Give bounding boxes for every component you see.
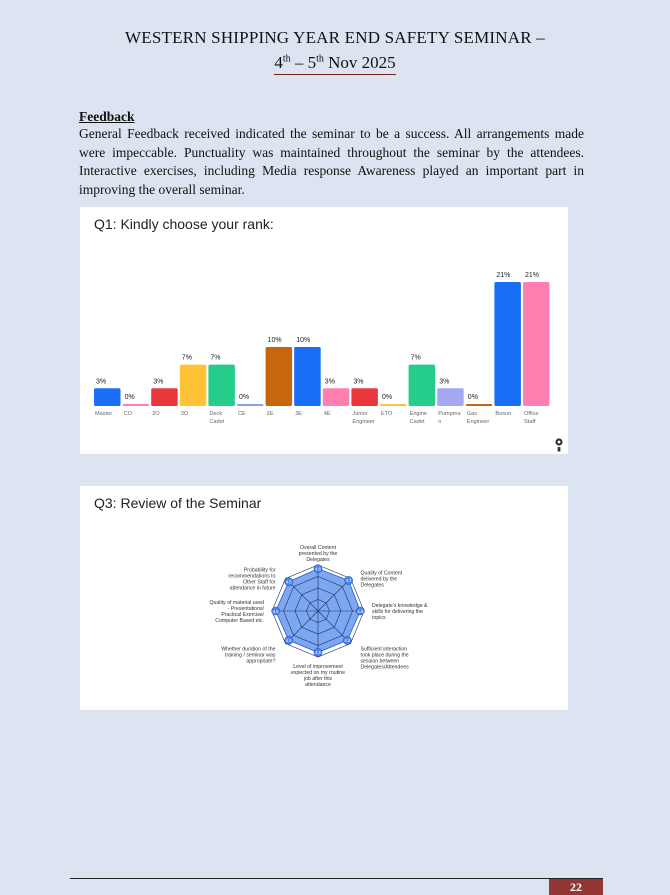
category-label: Deck	[209, 411, 223, 417]
bar-value-label: 0%	[124, 394, 135, 401]
bar-value-label: 7%	[210, 354, 221, 362]
category-label: Bosun	[495, 411, 512, 417]
q3-chart-panel	[80, 486, 568, 710]
category-label: CE	[238, 411, 246, 417]
radar-axis-label: training / seminar was	[225, 652, 276, 659]
bar-bosun	[494, 282, 521, 406]
bar-value-label: 10%	[267, 336, 282, 344]
bar-deck-cadet	[208, 365, 235, 406]
radar-axis-label: session between	[360, 658, 400, 665]
q3-title: Q3: Review of the Seminar	[94, 495, 262, 511]
bar-3o	[180, 365, 207, 406]
category-label: Cadet	[209, 419, 225, 425]
radar-value-label: 4.7	[345, 578, 352, 584]
mentimeter-logo-icon	[554, 438, 564, 452]
radar-axis-label: attendance in future	[229, 585, 276, 592]
seminar-title: WESTERN SHIPPING YEAR END SAFETY SEMINAR –	[125, 28, 545, 47]
category-label: 2E	[266, 411, 274, 417]
radar-axis-label: Computer Based etc.	[215, 618, 264, 624]
radar-axis-label: recommendations to	[228, 573, 276, 580]
radar-axis-label: Level of improvement	[293, 664, 343, 670]
category-label: Junior	[352, 411, 368, 417]
radar-axis-label: Quality of material used	[209, 600, 264, 606]
radar-axis-label: job after this	[303, 676, 333, 682]
radar-axis-label: expected on my routine	[291, 670, 345, 676]
radar-value-label: 4.6	[357, 608, 364, 614]
bar-junior-engineer	[351, 388, 378, 406]
radar-value-label: 4.6	[315, 566, 321, 572]
radar-axis-label: presented by the	[298, 551, 338, 557]
feedback-paragraph: General Feedback received indicated the seminar to be a success. All arrangements made were impeccable. Punctuality was maintained throughout the seminar by the attendees. Interactive exercises, including Media response Awareness played an important part in improving the overall seminar.	[79, 126, 584, 197]
radar-value-label: 4.5	[285, 579, 292, 585]
category-label: ETO	[381, 411, 393, 417]
bar-gas-engineer	[466, 404, 493, 406]
bar-3e	[294, 347, 321, 406]
category-label: Cadet	[409, 419, 425, 425]
category-label: Engineer	[352, 419, 375, 425]
radar-axis-label: Delegate's knowledge &	[372, 603, 428, 609]
bar-eto	[380, 404, 407, 406]
bar-value-label: 3%	[96, 378, 107, 386]
feedback-heading: Feedback	[79, 109, 135, 124]
bar-value-label: 21%	[525, 272, 540, 279]
bar-2e	[266, 347, 293, 406]
category-label: Engineer	[466, 419, 490, 425]
radar-axis-label: skills for delivering the	[372, 609, 424, 615]
radar-axis-label: delivered by the	[360, 576, 398, 583]
category-label: Engine	[409, 411, 428, 417]
category-label: Staff	[524, 419, 536, 425]
bar-value-label: 3%	[353, 378, 364, 386]
bar-ce	[237, 404, 264, 406]
bar-pumpman	[437, 388, 464, 406]
footer-divider	[70, 878, 603, 879]
bar-4e	[323, 388, 350, 406]
bar-value-label: 0%	[467, 394, 478, 401]
bar-engine-cadet	[409, 365, 436, 406]
category-label: 4E	[323, 411, 331, 417]
bar-value-label: 3%	[324, 378, 335, 386]
radar-axis-label: Probability for	[243, 567, 276, 574]
seminar-dates: 4th – 5th Nov 2025	[0, 53, 670, 75]
bar-value-label: 21%	[496, 272, 511, 279]
radar-axis-label: Delegates	[360, 582, 384, 589]
bar-value-label: 3%	[153, 378, 164, 386]
page-number: 22	[549, 879, 603, 895]
category-label: 3O	[180, 411, 189, 417]
radar-value-label: 4.6	[272, 608, 279, 614]
q1-chart-panel	[80, 207, 568, 454]
q1-bar-chart	[80, 207, 568, 454]
radar-axis-label: Quality of Content	[360, 570, 403, 577]
radar-value-label: 4.5	[344, 638, 351, 644]
category-label: 3E	[295, 411, 303, 417]
category-label: Gas	[466, 411, 478, 417]
bar-value-label: 3%	[439, 378, 450, 386]
bar-co	[123, 404, 150, 406]
radar-axis-label: Other Staff for	[242, 579, 276, 586]
q3-radar-chart	[80, 486, 568, 710]
bar-value-label: 7%	[181, 354, 192, 362]
radar-axis-label: topics	[372, 615, 386, 621]
category-label: n	[438, 419, 442, 425]
radar-axis-label: Delegates	[306, 557, 330, 563]
radar-axis-label: Practical Exercise/	[221, 612, 264, 618]
radar-axis-label: Sufficient interaction	[360, 646, 408, 653]
category-label: Office	[524, 411, 539, 417]
bar-2o	[151, 388, 178, 406]
radar-axis-label: Delegates/Attendees	[360, 664, 409, 671]
bar-master	[94, 388, 121, 406]
bar-value-label: 7%	[410, 354, 421, 362]
bar-value-label: 10%	[296, 336, 311, 344]
radar-axis-label: attendance	[305, 682, 331, 688]
radar-axis-label: took place during the	[360, 652, 409, 659]
radar-axis-label: appropriate?	[246, 658, 276, 665]
radar-axis-label: Overall Content	[299, 545, 337, 551]
radar-value-label: 4.5	[315, 650, 321, 656]
radar-value-label: 4.5	[285, 638, 292, 644]
category-label: Pumpma	[438, 411, 461, 417]
radar-axis-label: - Presentations/	[227, 606, 264, 612]
category-label: Master	[95, 411, 113, 417]
category-label: 2O	[152, 411, 160, 417]
radar-axis-label: Whether duration of the	[221, 646, 276, 653]
bar-value-label: 0%	[239, 394, 250, 401]
bar-office-staff	[523, 282, 550, 406]
category-label: CO	[123, 411, 132, 417]
bar-value-label: 0%	[382, 394, 393, 401]
q1-title: Q1: Kindly choose your rank:	[94, 216, 274, 232]
